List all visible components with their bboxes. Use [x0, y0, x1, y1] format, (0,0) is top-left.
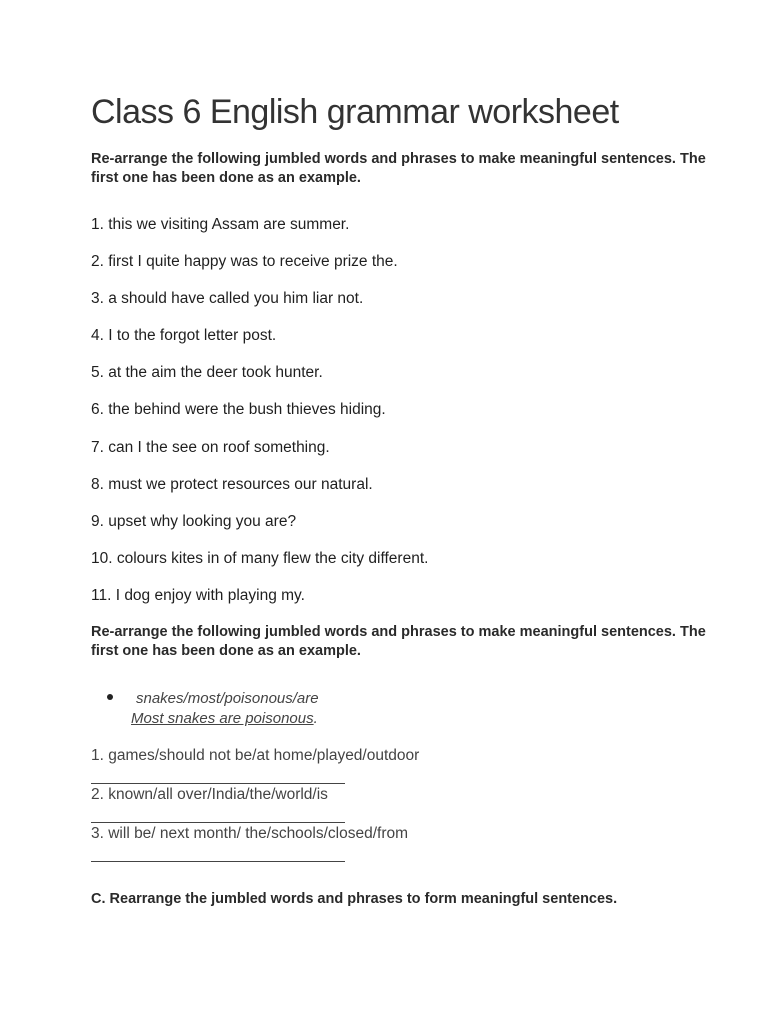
answer-line — [91, 861, 345, 862]
exercise-item: 2. known/all over/India/the/world/is — [91, 786, 328, 803]
example-bullet — [107, 689, 319, 709]
page-title: Class 6 English grammar worksheet — [91, 93, 619, 131]
example-answer-text: Most snakes are poisonous — [131, 710, 314, 727]
question-item: 2. first I quite happy was to receive prize the. — [91, 253, 398, 271]
instruction-first: Re-arrange the following jumbled words and phrases to make meaningful sentences. The first one has been done as an example. — [91, 151, 706, 186]
example-jumbled: snakes/most/poisonous/are — [136, 690, 319, 707]
question-list — [91, 214, 428, 622]
example-answer — [131, 709, 318, 729]
question-item: 8. must we protect resources our natural. — [91, 475, 373, 493]
question-item: 6. the behind were the bush thieves hiding. — [91, 401, 386, 419]
instruction-second: Re-arrange the following jumbled words and phrases to make meaningful sentences. The first one has been done as an example. — [91, 624, 706, 659]
exercise-item: 3. will be/ next month/ the/schools/closed/from — [91, 825, 409, 842]
example-answer-period: . — [313, 710, 318, 727]
question-item: 3. a should have called you him liar not. — [91, 290, 364, 308]
exercise-item: 1. games/should not be/at home/played/outdoor — [91, 747, 420, 764]
question-item: 9. upset why looking you are? — [91, 512, 297, 530]
bullet-icon — [107, 694, 113, 700]
question-item: 5. at the aim the deer took hunter. — [91, 364, 323, 382]
question-item: 1. this we visiting Assam are summer. — [91, 216, 350, 233]
question-item: 7. can I the see on roof something. — [91, 438, 330, 456]
answer-line — [91, 822, 345, 823]
question-item: 11. I dog enjoy with playing my. — [91, 586, 305, 604]
answer-line — [91, 783, 345, 784]
question-item: 4. I to the forgot letter post. — [91, 327, 277, 345]
question-item: 10. colours kites in of many flew the city different. — [91, 549, 429, 567]
instruction-third: C. Rearrange the jumbled words and phrases to form meaningful sentences. — [91, 891, 618, 907]
